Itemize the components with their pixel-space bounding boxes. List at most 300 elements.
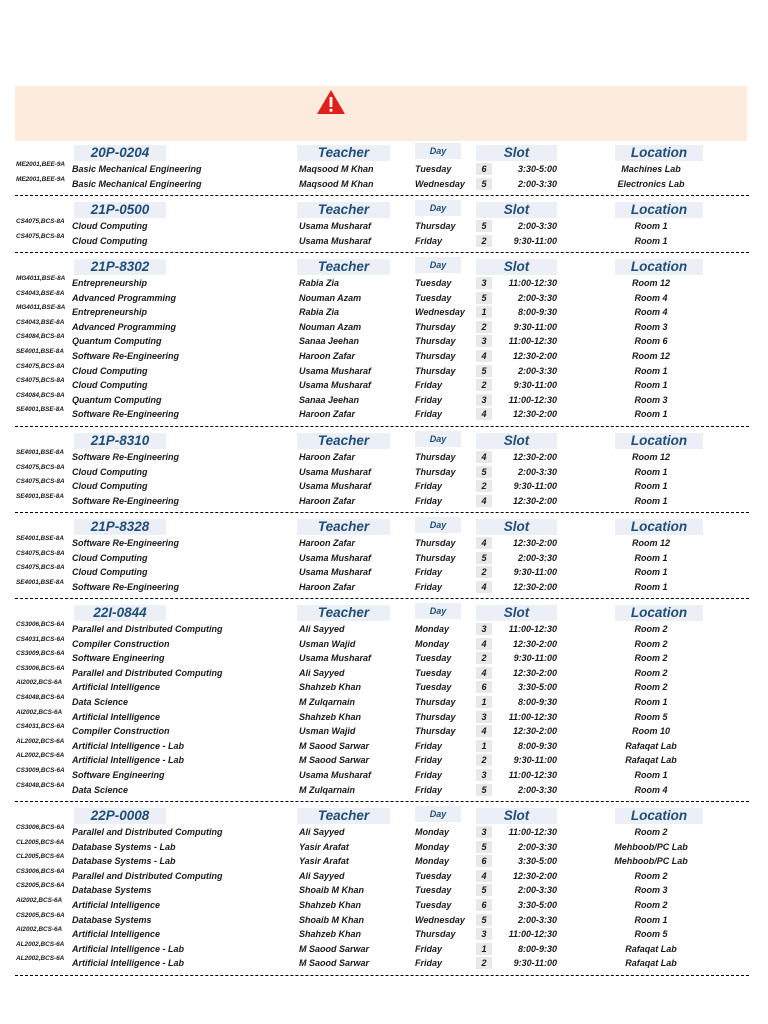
location: Machines Lab (621, 164, 681, 174)
course-code: CS4048,BCS-6A (16, 781, 65, 789)
table-row (0, 492, 768, 510)
course-name: Artificial Intelligence - Lab (72, 740, 185, 751)
slot-column-header: Slot (476, 605, 557, 621)
slot-time: 12:30-2:00 (512, 667, 557, 678)
day: Friday (415, 567, 443, 578)
course-name: Software Re-Engineering (72, 409, 180, 420)
day: Friday (415, 495, 443, 506)
course-name: Data Science (72, 784, 129, 795)
slot-number: 1 (476, 740, 492, 752)
course-name: Software Re-Engineering (72, 538, 180, 548)
slot-number: 4 (476, 667, 492, 679)
course-name: Artificial Intelligence - Lab (72, 755, 185, 766)
course-code: CS4084,BCS-8A (16, 333, 65, 341)
course-code: AI2002,BCS-6A (16, 679, 63, 687)
teacher-name: Haroon Zafar (299, 409, 356, 420)
location: Room 4 (634, 307, 668, 318)
slot-number: 5 (476, 784, 492, 796)
location: Room 5 (634, 711, 668, 722)
location: Room 1 (634, 466, 668, 477)
course-name: Artificial Intelligence (72, 711, 161, 722)
course-code: CS4043,BSE-8A (16, 318, 65, 326)
course-code: CS4075,BCS-8A (16, 218, 65, 225)
course-name: Software Engineering (72, 770, 165, 780)
slot-number: 4 (476, 870, 492, 882)
course-name: Parallel and Distributed Computing (72, 870, 223, 881)
slot-number: 5 (476, 220, 492, 232)
table-row (0, 362, 768, 380)
location: Room 10 (631, 726, 670, 737)
slot-number: 2 (476, 754, 492, 766)
slot-time: 2:00-3:30 (517, 365, 557, 376)
day: Friday (415, 784, 443, 795)
day: Friday (415, 394, 443, 405)
slot-number: 4 (476, 451, 492, 463)
day: Friday (415, 943, 443, 954)
teacher-name: M Zulqarnain (299, 697, 355, 707)
location: Room 2 (634, 827, 668, 837)
table-row (0, 769, 768, 784)
slot-time: 12:30-2:00 (512, 351, 557, 361)
slot-time: 12:30-2:00 (512, 581, 557, 592)
location: Mehboob/PC Lab (614, 856, 688, 867)
slot-number: 2 (476, 480, 492, 492)
location: Rafaqat Lab (625, 958, 677, 969)
slot-column-header: Slot (476, 808, 557, 824)
course-name: Database Systems (72, 885, 152, 896)
course-code: MG4011,BSE-8A (16, 275, 66, 282)
slot-number: 5 (476, 178, 492, 190)
slot-time: 11:00-12:30 (508, 336, 557, 347)
location: Room 5 (634, 929, 668, 940)
section-header-21p-8302 (0, 257, 768, 277)
table-row (0, 566, 768, 581)
course-code: SE4001,BSE-8A (16, 406, 64, 414)
day-column-header: Day (415, 200, 461, 216)
location: Room 1 (634, 697, 668, 707)
slot-number: 3 (476, 335, 492, 347)
day: Thursday (415, 365, 456, 376)
slot-number: 5 (476, 552, 492, 564)
location: Room 1 (634, 914, 668, 925)
student-id: 20P-0204 (74, 145, 166, 161)
slot-time: 9:30-11:00 (513, 567, 557, 578)
slot-time: 11:00-12:30 (508, 278, 557, 288)
teacher-name: Haroon Zafar (299, 538, 356, 548)
day: Friday (415, 481, 443, 492)
slot-time: 9:30-11:00 (513, 755, 557, 766)
slot-time: 3:30-5:00 (517, 164, 557, 174)
slot-time: 3:30-5:00 (517, 682, 557, 693)
teacher-name: M Saood Sarwar (299, 740, 370, 751)
course-name: Cloud Computing (72, 481, 148, 492)
course-code: AI2002,BCS-6A (16, 926, 63, 934)
slot-number: 3 (476, 928, 492, 940)
day: Thursday (415, 336, 456, 347)
course-name: Database Systems - Lab (72, 856, 176, 867)
table-row (0, 350, 768, 365)
location: Rafaqat Lab (625, 755, 677, 766)
table-row (0, 781, 768, 799)
course-code: ME2001,BEE-9A (16, 161, 66, 168)
course-name: Entrepreneurship (72, 307, 148, 318)
slot-time: 12:30-2:00 (512, 638, 557, 649)
slot-time: 9:30-11:00 (513, 321, 557, 332)
course-name: Data Science (72, 697, 129, 707)
course-name: Quantum Computing (72, 336, 162, 347)
section-header-21p-0500 (0, 200, 768, 220)
teacher-column-header: Teacher (297, 605, 390, 621)
location: Room 12 (631, 452, 670, 462)
course-name: Parallel and Distributed Computing (72, 667, 223, 678)
location: Rafaqat Lab (625, 943, 677, 954)
slot-time: 11:00-12:30 (508, 827, 557, 837)
location: Room 1 (634, 770, 668, 780)
table-row (0, 379, 768, 394)
day: Monday (415, 856, 450, 867)
location: Room 2 (634, 653, 668, 664)
course-code: SE4001,BSE-8A (16, 535, 64, 542)
slot-time: 8:00-9:30 (517, 697, 557, 707)
course-code: CS3006,BCS-6A (16, 621, 65, 628)
day: Tuesday (415, 870, 452, 881)
teacher-name: Usama Musharaf (299, 466, 372, 477)
slot-number: 3 (476, 711, 492, 723)
day: Thursday (415, 351, 456, 361)
course-code: AI2002,BCS-6A (16, 708, 63, 716)
day: Tuesday (415, 885, 452, 896)
day: Tuesday (415, 667, 452, 678)
slot-time: 8:00-9:30 (517, 943, 557, 954)
location: Rafaqat Lab (625, 740, 677, 751)
day: Tuesday (415, 900, 452, 910)
teacher-name: Sanaa Jeehan (299, 336, 360, 347)
table-row (0, 232, 768, 250)
day: Thursday (415, 697, 456, 707)
location-column-header: Location (615, 519, 703, 535)
slot-number: 3 (476, 826, 492, 838)
course-name: Software Re-Engineering (72, 581, 180, 592)
section-header-21p-8310 (0, 431, 768, 451)
slot-column-header: Slot (476, 259, 557, 275)
day: Thursday (415, 711, 456, 722)
teacher-name: Usama Musharaf (299, 221, 372, 231)
student-id: 22P-0008 (74, 808, 166, 824)
slot-time: 9:30-11:00 (513, 653, 557, 664)
table-row (0, 163, 768, 178)
location: Room 2 (634, 682, 668, 693)
location-column-header: Location (615, 202, 703, 218)
table-row (0, 838, 768, 856)
course-code: CS4075,BCS-8A (16, 463, 65, 471)
day: Friday (415, 958, 443, 969)
slot-number: 3 (476, 277, 492, 289)
teacher-name: Nouman Azam (299, 292, 362, 303)
teacher-name: Usama Musharaf (299, 235, 372, 246)
day-column-header: Day (415, 257, 461, 273)
teacher-name: M Saood Sarwar (299, 958, 370, 969)
course-code: SE4001,BSE-8A (16, 578, 64, 586)
table-row (0, 826, 768, 841)
course-name: Artificial Intelligence (72, 929, 161, 940)
course-code: CS4075,BCS-8A (16, 232, 65, 240)
course-code: CS2005,BCS-6A (16, 911, 65, 919)
table-row (0, 175, 768, 193)
slot-time: 2:00-3:30 (517, 466, 557, 477)
student-id: 22I-0844 (74, 605, 166, 621)
course-name: Software Re-Engineering (72, 452, 180, 462)
section-divider (15, 195, 749, 196)
table-row (0, 277, 768, 292)
slot-time: 11:00-12:30 (508, 770, 557, 780)
teacher-name: Shahzeb Khan (299, 682, 362, 693)
course-name: Entrepreneurship (72, 278, 148, 288)
course-name: Parallel and Distributed Computing (72, 624, 223, 634)
teacher-name: Ali Sayyed (299, 624, 345, 634)
location: Room 1 (634, 581, 668, 592)
slot-time: 2:00-3:30 (517, 914, 557, 925)
day: Monday (415, 841, 450, 852)
day: Thursday (415, 552, 456, 563)
course-code: CS4043,BSE-8A (16, 289, 65, 297)
day: Thursday (415, 321, 456, 332)
slot-time: 2:00-3:30 (517, 784, 557, 795)
location: Room 4 (634, 292, 668, 303)
course-code: CS3009,BCS-6A (16, 767, 65, 774)
course-code: AL2002,BCS-6A (16, 955, 65, 963)
day: Thursday (415, 726, 456, 737)
location: Room 2 (634, 900, 668, 910)
teacher-name: Usama Musharaf (299, 567, 372, 578)
teacher-name: Haroon Zafar (299, 452, 356, 462)
table-row (0, 940, 768, 958)
course-code: CS4075,BCS-8A (16, 549, 65, 557)
location-column-header: Location (615, 259, 703, 275)
course-name: Basic Mechanical Engineering (72, 164, 202, 174)
teacher-name: Yasir Arafat (299, 856, 349, 867)
student-id: 21P-8302 (74, 259, 166, 275)
table-row (0, 899, 768, 914)
day: Thursday (415, 452, 456, 462)
day: Tuesday (415, 278, 452, 288)
teacher-name: Rabia Zia (299, 307, 340, 318)
location-column-header: Location (615, 433, 703, 449)
section-divider (15, 975, 749, 976)
course-code: AI2002,BCS-6A (16, 897, 63, 904)
teacher-name: Maqsood M Khan (299, 178, 374, 189)
course-name: Compiler Construction (72, 726, 170, 737)
course-code: CS3009,BCS-6A (16, 650, 65, 658)
table-row (0, 884, 768, 899)
course-name: Cloud Computing (72, 235, 148, 246)
slot-time: 9:30-11:00 (513, 380, 557, 391)
table-row (0, 928, 768, 943)
course-name: Software Re-Engineering (72, 351, 180, 361)
course-name: Database Systems (72, 914, 152, 925)
warning-icon (316, 89, 346, 115)
teacher-name: Usman Wajid (299, 726, 356, 737)
day-column-header: Day (415, 431, 461, 447)
slot-time: 2:00-3:30 (517, 552, 557, 563)
teacher-name: Sanaa Jeehan (299, 394, 360, 405)
day: Tuesday (415, 682, 452, 693)
course-name: Basic Mechanical Engineering (72, 178, 202, 189)
warning-banner (15, 86, 747, 141)
slot-number: 4 (476, 537, 492, 549)
course-name: Cloud Computing (72, 466, 148, 477)
slot-number: 6 (476, 855, 492, 867)
course-name: Advanced Programming (72, 292, 177, 303)
table-row (0, 289, 768, 307)
location: Room 1 (634, 235, 668, 246)
section-divider (15, 252, 749, 253)
day: Thursday (415, 929, 456, 940)
location: Room 12 (631, 538, 670, 548)
table-row (0, 408, 768, 423)
course-name: Artificial Intelligence (72, 682, 161, 693)
location: Room 12 (631, 278, 670, 288)
slot-time: 12:30-2:00 (512, 409, 557, 420)
slot-time: 12:30-2:00 (512, 452, 557, 462)
day: Wednesday (415, 178, 465, 189)
teacher-name: Ali Sayyed (299, 827, 345, 837)
teacher-name: Shahzeb Khan (299, 711, 362, 722)
location: Room 2 (634, 624, 668, 634)
teacher-column-header: Teacher (297, 808, 390, 824)
slot-time: 2:00-3:30 (517, 885, 557, 896)
day-column-header: Day (415, 517, 461, 533)
course-code: SE4001,BSE-8A (16, 449, 64, 456)
teacher-name: Shahzeb Khan (299, 900, 362, 910)
course-code: SE4001,BSE-8A (16, 348, 64, 355)
day: Friday (415, 409, 443, 420)
day: Friday (415, 380, 443, 391)
teacher-name: Nouman Azam (299, 321, 362, 332)
course-name: Cloud Computing (72, 552, 148, 563)
course-code: CS2005,BCS-6A (16, 882, 65, 890)
slot-number: 2 (476, 957, 492, 969)
day-column-header: Day (415, 806, 461, 822)
table-row (0, 578, 768, 596)
course-code: CS4084,BCS-8A (16, 391, 65, 399)
section-divider (15, 426, 749, 427)
course-name: Artificial Intelligence - Lab (72, 943, 185, 954)
location: Room 1 (634, 380, 668, 391)
slot-number: 3 (476, 769, 492, 781)
table-row (0, 911, 768, 929)
day: Friday (415, 235, 443, 246)
course-code: AL2002,BCS-6A (16, 752, 65, 760)
day: Friday (415, 740, 443, 751)
section-header-21p-8328 (0, 517, 768, 537)
course-name: Advanced Programming (72, 321, 177, 332)
slot-time: 3:30-5:00 (517, 900, 557, 910)
slot-number: 4 (476, 581, 492, 593)
course-name: Cloud Computing (72, 221, 148, 231)
teacher-name: M Zulqarnain (299, 784, 355, 795)
day: Monday (415, 827, 450, 837)
section-header-22p-0008 (0, 806, 768, 826)
slot-time: 12:30-2:00 (512, 538, 557, 548)
course-name: Cloud Computing (72, 380, 148, 391)
table-row (0, 220, 768, 235)
course-name: Artificial Intelligence - Lab (72, 958, 185, 969)
teacher-name: Rabia Zia (299, 278, 340, 288)
slot-time: 2:00-3:30 (517, 221, 557, 231)
teacher-name: Haroon Zafar (299, 495, 356, 506)
teacher-name: M Saood Sarwar (299, 943, 370, 954)
teacher-name: Haroon Zafar (299, 351, 356, 361)
teacher-name: Shoaib M Khan (299, 885, 364, 896)
teacher-name: Usama Musharaf (299, 380, 372, 391)
course-name: Cloud Computing (72, 365, 148, 376)
course-name: Quantum Computing (72, 394, 162, 405)
location: Room 3 (634, 321, 668, 332)
slot-time: 12:30-2:00 (512, 870, 557, 881)
teacher-name: Ali Sayyed (299, 870, 345, 881)
section-divider (15, 512, 749, 513)
course-code: CS4075,BCS-8A (16, 478, 65, 486)
slot-time: 2:00-3:30 (517, 841, 557, 852)
course-name: Database Systems - Lab (72, 841, 176, 852)
slot-time: 11:00-12:30 (508, 624, 557, 634)
slot-number: 5 (476, 466, 492, 478)
slot-number: 2 (476, 321, 492, 333)
slot-column-header: Slot (476, 519, 557, 535)
section-header-20p-0204 (0, 143, 768, 163)
table-row (0, 451, 768, 466)
slot-time: 8:00-9:30 (517, 307, 557, 318)
table-row (0, 737, 768, 755)
slot-number: 4 (476, 408, 492, 420)
teacher-name: Usama Musharaf (299, 365, 372, 376)
course-name: Cloud Computing (72, 567, 148, 578)
slot-number: 1 (476, 696, 492, 708)
slot-number: 4 (476, 495, 492, 507)
teacher-name: Haroon Zafar (299, 581, 356, 592)
slot-time: 9:30-11:00 (513, 235, 557, 246)
course-code: AL2002,BCS-6A (16, 940, 65, 948)
teacher-name: Shoaib M Khan (299, 914, 364, 925)
table-row (0, 652, 768, 667)
location: Room 1 (634, 495, 668, 506)
teacher-name: Usama Musharaf (299, 653, 372, 664)
course-code: CS4031,BCS-6A (16, 723, 65, 731)
teacher-name: M Saood Sarwar (299, 755, 370, 766)
section-divider (15, 598, 749, 599)
course-code: ME2001,BEE-9A (16, 175, 66, 183)
location: Room 1 (634, 365, 668, 376)
day: Tuesday (415, 292, 452, 303)
slot-time: 11:00-12:30 (508, 394, 557, 405)
course-name: Software Engineering (72, 653, 165, 664)
slot-number: 6 (476, 899, 492, 911)
day: Tuesday (415, 653, 452, 664)
table-row (0, 391, 768, 409)
course-code: CS3006,BCS-6A (16, 824, 65, 831)
course-code: CS4075,BCS-8A (16, 362, 65, 370)
teacher-name: Usama Musharaf (299, 552, 372, 563)
course-name: Software Re-Engineering (72, 495, 180, 506)
slot-time: 9:30-11:00 (513, 958, 557, 969)
table-row (0, 623, 768, 638)
location: Room 1 (634, 481, 668, 492)
day-column-header: Day (415, 143, 461, 159)
day: Thursday (415, 466, 456, 477)
slot-time: 2:00-3:30 (517, 178, 557, 189)
table-row (0, 664, 768, 682)
slot-time: 11:00-12:30 (508, 929, 557, 940)
